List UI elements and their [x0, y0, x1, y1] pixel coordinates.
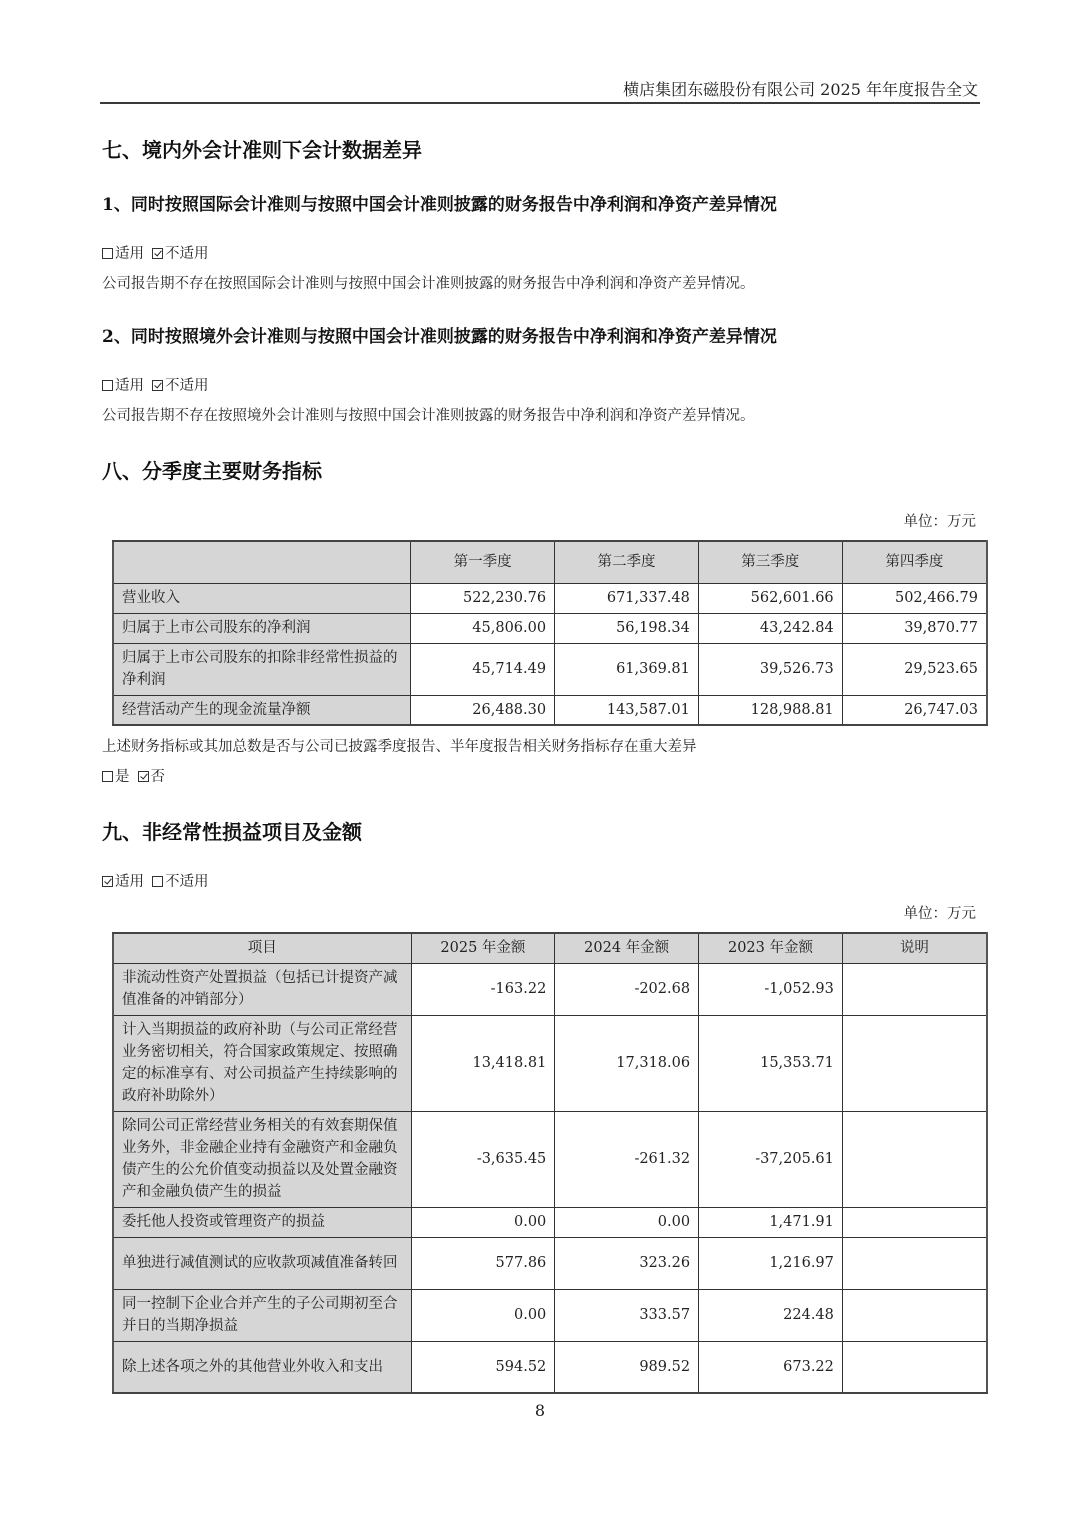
column-header	[113, 541, 411, 583]
section-9-title: 九、非经常性损益项目及金额	[102, 820, 362, 844]
cell-value: 26,747.03	[842, 695, 987, 725]
cell-note	[842, 1111, 987, 1207]
cell-value: -3,635.45	[411, 1111, 555, 1207]
column-header-q4: 第四季度	[842, 541, 987, 583]
cell-value: 29,523.65	[842, 643, 987, 695]
column-header-q3: 第三季度	[698, 541, 842, 583]
checkbox-unchecked-icon	[152, 876, 163, 887]
cell-value: 128,988.81	[698, 695, 842, 725]
row-label: 同一控制下企业合并产生的子公司期初至合并日的当期净损益	[113, 1289, 411, 1341]
cell-value: 56,198.34	[555, 613, 699, 643]
row-label: 归属于上市公司股东的扣除非经常性损益的净利润	[113, 643, 411, 695]
option-yes[interactable]	[102, 769, 130, 785]
cell-value: 224.48	[699, 1289, 843, 1341]
option-applicable[interactable]	[102, 378, 144, 394]
option-not-applicable[interactable]	[152, 874, 209, 890]
section-9-options	[102, 870, 217, 891]
cell-value: 0.00	[411, 1289, 555, 1341]
section-8-note: 上述财务指标或其加总数是否与公司已披露季度报告、半年度报告相关财务指标存在重大差异	[102, 739, 697, 755]
table-row	[113, 583, 987, 613]
row-label: 归属于上市公司股东的净利润	[113, 613, 411, 643]
cell-value: 1,216.97	[699, 1237, 843, 1289]
cell-value: 143,587.01	[555, 695, 699, 725]
cell-value: -261.32	[555, 1111, 699, 1207]
checkbox-unchecked-icon	[102, 380, 113, 391]
table-row	[113, 1237, 987, 1289]
row-label: 除上述各项之外的其他营业外收入和支出	[113, 1341, 411, 1393]
cell-value: 0.00	[411, 1207, 555, 1237]
cell-value: 562,601.66	[698, 583, 842, 613]
header-rule	[100, 102, 980, 104]
option-no[interactable]	[138, 769, 166, 785]
cell-value: 61,369.81	[555, 643, 699, 695]
checkbox-checked-icon	[152, 248, 163, 259]
section-8-unit: 单位：万元	[903, 514, 976, 530]
checkbox-checked-icon	[152, 380, 163, 391]
table-row	[113, 1289, 987, 1341]
cell-note	[842, 1207, 987, 1237]
cell-value: 522,230.76	[411, 583, 555, 613]
report-header-title: 横店集团东磁股份有限公司 2025 年年度报告全文	[623, 80, 978, 99]
row-label: 委托他人投资或管理资产的损益	[113, 1207, 411, 1237]
table-row	[113, 1341, 987, 1393]
cell-value: 1,471.91	[699, 1207, 843, 1237]
option-label: 是	[115, 769, 130, 785]
cell-value: 671,337.48	[555, 583, 699, 613]
option-applicable[interactable]	[102, 246, 144, 262]
column-header-2024: 2024 年金额	[555, 933, 699, 963]
cell-value: 594.52	[411, 1341, 555, 1393]
page-number: 8	[534, 1401, 546, 1420]
section-7-title: 七、境内外会计准则下会计数据差异	[102, 138, 422, 162]
table-header-row	[113, 541, 987, 583]
column-header-q2: 第二季度	[555, 541, 699, 583]
cell-note	[842, 963, 987, 1015]
cell-value: 577.86	[411, 1237, 555, 1289]
row-label: 经营活动产生的现金流量净额	[113, 695, 411, 725]
cell-value: 17,318.06	[555, 1015, 699, 1111]
cell-value: 26,488.30	[411, 695, 555, 725]
section-8-options	[102, 765, 173, 786]
option-applicable[interactable]	[102, 874, 144, 890]
table-row	[113, 613, 987, 643]
cell-value: -163.22	[411, 963, 555, 1015]
cell-value: 39,870.77	[842, 613, 987, 643]
column-header-2023: 2023 年金额	[699, 933, 843, 963]
cell-value: 43,242.84	[698, 613, 842, 643]
cell-value: 673.22	[699, 1341, 843, 1393]
cell-value: 13,418.81	[411, 1015, 555, 1111]
section-7-2-options	[102, 374, 217, 395]
cell-note	[842, 1289, 987, 1341]
table-row	[113, 963, 987, 1015]
column-header-notes: 说明	[842, 933, 987, 963]
cell-value: 39,526.73	[698, 643, 842, 695]
option-label: 适用	[115, 378, 144, 394]
section-9-unit: 单位：万元	[903, 906, 976, 922]
option-label: 不适用	[165, 378, 209, 394]
cell-value: -1,052.93	[699, 963, 843, 1015]
cell-value: -37,205.61	[699, 1111, 843, 1207]
checkbox-unchecked-icon	[102, 248, 113, 259]
row-label: 非流动性资产处置损益（包括已计提资产减值准备的冲销部分）	[113, 963, 411, 1015]
cell-value: 45,806.00	[411, 613, 555, 643]
option-label: 不适用	[165, 246, 209, 262]
cell-value: 45,714.49	[411, 643, 555, 695]
section-7-2-text: 公司报告期不存在按照境外会计准则与按照中国会计准则披露的财务报告中净利润和净资产差异情况。	[102, 408, 755, 424]
quarterly-financials-table	[112, 540, 988, 726]
row-label: 营业收入	[113, 583, 411, 613]
checkbox-checked-icon	[138, 771, 149, 782]
checkbox-checked-icon	[102, 876, 113, 887]
table-row	[113, 1207, 987, 1237]
cell-value: -202.68	[555, 963, 699, 1015]
cell-note	[842, 1015, 987, 1111]
cell-note	[842, 1237, 987, 1289]
table-row	[113, 1111, 987, 1207]
table-row	[113, 695, 987, 725]
section-7-1-text: 公司报告期不存在按照国际会计准则与按照中国会计准则披露的财务报告中净利润和净资产差异情况。	[102, 276, 755, 292]
cell-note	[842, 1341, 987, 1393]
column-header-2025: 2025 年金额	[411, 933, 555, 963]
section-7-2-title: 2、同时按照境外会计准则与按照中国会计准则披露的财务报告中净利润和净资产差异情况	[102, 327, 777, 347]
section-7-1-options	[102, 242, 217, 263]
option-label: 适用	[115, 874, 144, 890]
row-label: 除同公司正常经营业务相关的有效套期保值业务外，非金融企业持有金融资产和金融负债产生的公允价值变动损益以及处置金融资产和金融负债产生的损益	[113, 1111, 411, 1207]
row-label: 计入当期损益的政府补助（与公司正常经营业务密切相关，符合国家政策规定、按照确定的标准享有、对公司损益产生持续影响的政府补助除外）	[113, 1015, 411, 1111]
cell-value: 323.26	[555, 1237, 699, 1289]
option-not-applicable[interactable]	[152, 378, 209, 394]
option-label: 适用	[115, 246, 144, 262]
table-row	[113, 643, 987, 695]
section-7-1-title: 1、同时按照国际会计准则与按照中国会计准则披露的财务报告中净利润和净资产差异情况	[102, 195, 777, 215]
column-header-q1: 第一季度	[411, 541, 555, 583]
cell-value: 0.00	[555, 1207, 699, 1237]
cell-value: 15,353.71	[699, 1015, 843, 1111]
row-label: 单独进行减值测试的应收款项减值准备转回	[113, 1237, 411, 1289]
table-row	[113, 1015, 987, 1111]
checkbox-unchecked-icon	[102, 771, 113, 782]
option-label: 否	[150, 769, 165, 785]
cell-value: 989.52	[555, 1341, 699, 1393]
cell-value: 333.57	[555, 1289, 699, 1341]
section-8-title: 八、分季度主要财务指标	[102, 459, 322, 483]
option-not-applicable[interactable]	[152, 246, 209, 262]
option-label: 不适用	[165, 874, 209, 890]
column-header-item: 项目	[113, 933, 411, 963]
cell-value: 502,466.79	[842, 583, 987, 613]
non-recurring-items-table	[112, 932, 988, 1394]
table-header-row	[113, 933, 987, 963]
